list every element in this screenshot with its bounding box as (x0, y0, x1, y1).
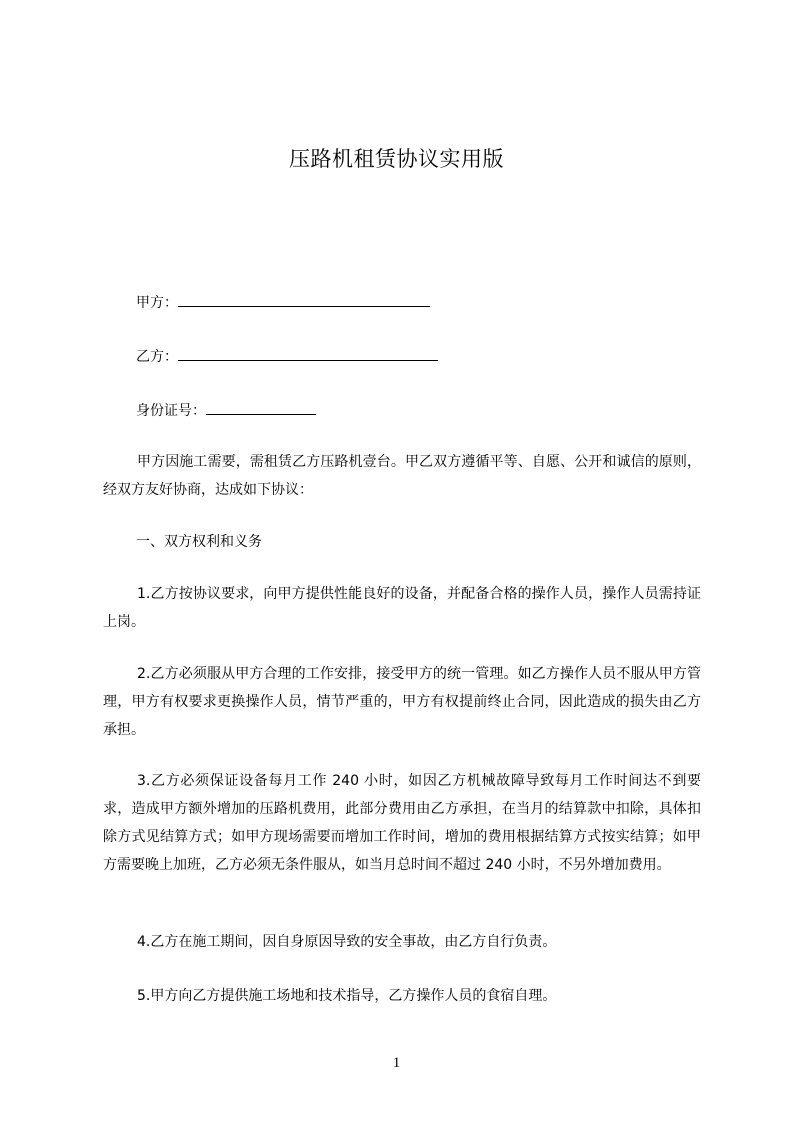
id-number-label: 身份证号： (136, 403, 206, 419)
clause-2: 2.乙方必须服从甲方合理的工作安排，接受甲方的统一管理。如乙方操作人员不服从甲方管理，甲方有权要求更换操作人员，情节严重的，甲方有权提前终止合同，因此造成的损失由乙方承担。 (103, 666, 701, 738)
clause-4: 4.乙方在施工期间，因自身原因导致的安全事故，由乙方自行负责。 (137, 934, 557, 950)
clause-1: 1.乙方按协议要求，向甲方提供性能良好的设备，并配备合格的操作人员，操作人员需持证上岗。 (103, 586, 701, 630)
intro-paragraph: 甲方因施工需要，需租赁乙方压路机壹台。甲乙双方遵循平等、自愿、公开和诚信的原则，经双方友好协商，达成如下协议： (103, 454, 701, 498)
document-title: 压路机租赁协议实用版 (289, 147, 504, 171)
id-number-field (136, 400, 316, 420)
section-1-heading: 一、双方权利和义务 (136, 534, 262, 550)
party-b-blank (178, 346, 438, 361)
page-number: 1 (392, 1055, 401, 1071)
party-a-label: 甲方： (136, 295, 178, 311)
party-a-blank (178, 292, 430, 307)
clause-3: 3.乙方必须保证设备每月工作 240 小时，如因乙方机械故障导致每月工作时间达不到要求，造成甲方额外增加的压路机费用，此部分费用由乙方承担，在当月的结算款中扣除，具体扣除方式见结算方式；如甲方现场需要而增加工作时间，增加的费用根据结算方式按实结算；如甲方需要晚上加班，乙方必须无条件服从，如当月总时间不超过 240 小时，不另外增加费用。 (103, 773, 701, 873)
party-b-field (136, 346, 438, 366)
party-a-field (136, 292, 430, 312)
clause-5: 5.甲方向乙方提供施工场地和技术指导，乙方操作人员的食宿自理。 (137, 988, 557, 1004)
party-b-label: 乙方： (136, 349, 178, 365)
id-number-blank (206, 400, 316, 415)
